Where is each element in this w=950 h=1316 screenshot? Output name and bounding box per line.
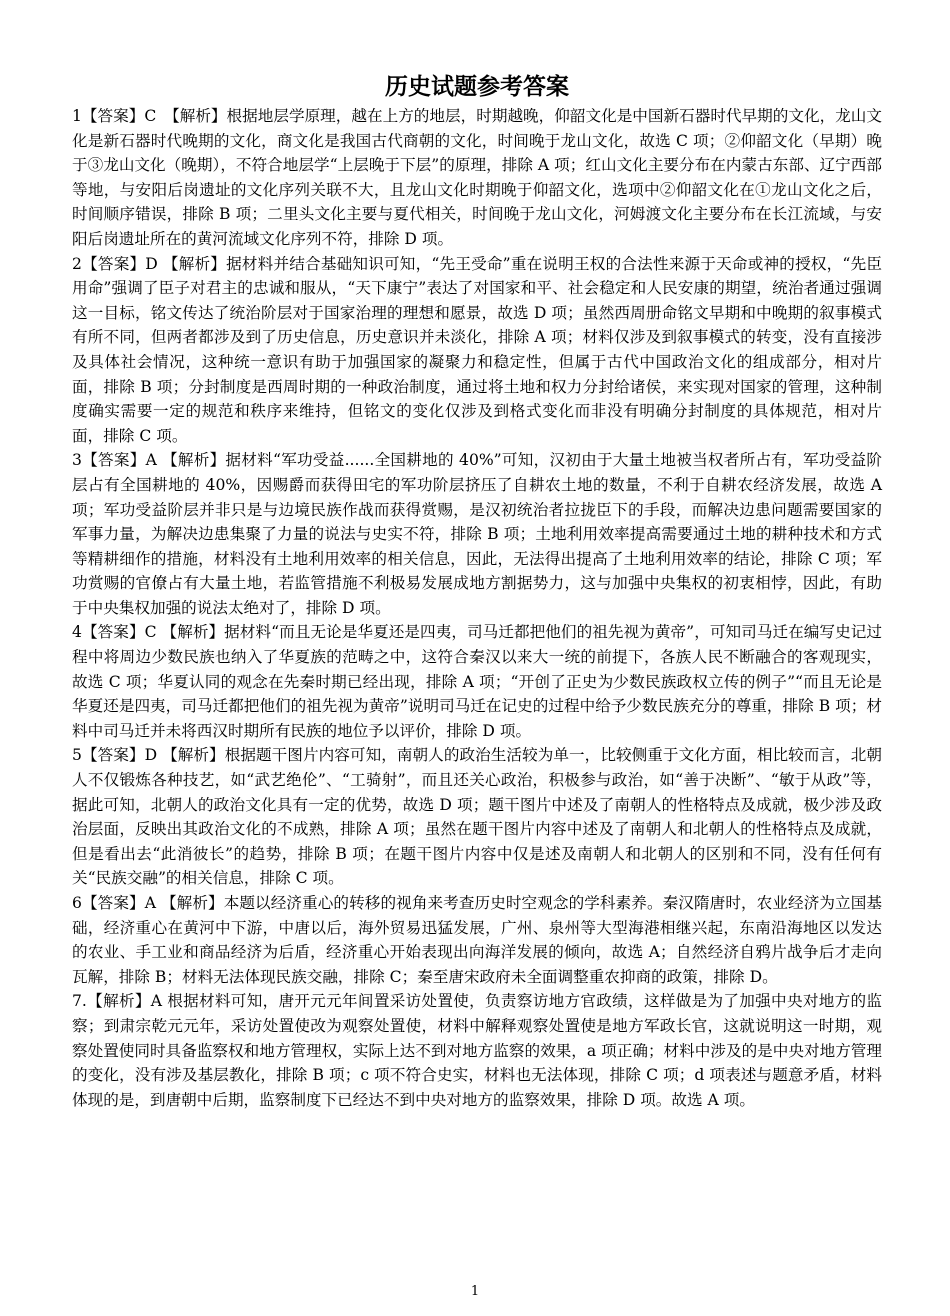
document-title: 历史试题参考答案 — [385, 73, 569, 100]
document-page — [72, 72, 882, 1112]
answer-item: 3【答案】A 【解析】据材料“军功受益......全国耕地的 40%”可知，汉初由于大量土地被当权者所占有，军功受益阶层占有全国耕地的 40%，因赐爵而获得田宅的军功阶层挤压了自耕农土地的数量，不利于自耕农经济发展，故选 A 项；军功受益阶层并非只是与边境民族作战而获得赏赐，是汉初统治者拉拢臣下的手段，而解决边患问题需要国家的军事力量，为解决边患集聚了力量的说法与史实不符，排除 B 项；土地利用效率提高需要通过土地的耕种技术和方式等精耕细作的措施，材料没有土地利用效率的相关信息，因此，无法得出提高了土地利用效率的结论，排除 C 项；军功赏赐的官僚占有大量土地，若监管措施不利极易发展成地方割据势力，这与加强中央集权的初衷相悖，因此，有助于中央集权加强的说法太绝对了，排除 D 项。 — [72, 451, 882, 617]
answer-item: 2【答案】D 【解析】据材料并结合基础知识可知，“先王受命”重在说明王权的合法性来源于天命或神的授权，“先臣用命”强调了臣子对君主的忠诚和服从，“天下康宁”表达了对国家和平、社会稳定和人民安康的期望，统治者通过强调这一目标，铭文传达了统治阶层对于国家治理的理想和愿景，故选 D 项；虽然西周册命铭文早期和中晚期的叙事模式有所不同，但两者都涉及到了历史信息，历史意识并未淡化，排除 A 项；材料仅涉及到叙事模式的转变，没有直接涉及具体社会情况，这种统一意识有助于加强国家的凝聚力和稳定性，但属于古代中国政治文化的组成部分，相对片面，排除 B 项；分封制度是西周时期的一种政治制度，通过将土地和权力分封给诸侯，来实现对国家的管理，这种制度确实需要一定的规范和秩序来维持，但铭文的变化仅涉及到格式变化而非没有明确分封制度的具体规范，相对片面，排除 C 项。 — [72, 254, 882, 445]
page-number: 1 — [470, 1284, 480, 1299]
answer-item: 5【答案】D 【解析】根据题干图片内容可知，南朝人的政治生活较为单一，比较侧重于文化方面，相比较而言，北朝人不仅锻炼各种技艺，如“武艺绝伦”、“工骑射”，而且还关心政治，积极参与政治，如“善于决断”、“敏于从政”等，据此可知，北朝人的政治文化具有一定的优势，故选 D 项；题干图片中述及了南朝人的性格特点及成就，极少涉及政治层面，反映出其政治文化的不成熟，排除 A 项；虽然在题干图片内容中述及了南朝人和北朝人的性格特点及成就，但是看出去“此消彼长”的趋势，排除 B 项；在题干图片内容中仅是述及南朝人和北朝人的区别和不同，没有任何有关“民族交融”的相关信息，排除 C 项。 — [72, 746, 882, 888]
answer-item: 4【答案】C 【解析】据材料“而且无论是华夏还是四夷，司马迁都把他们的祖先视为黄帝”，可知司马迁在编写史记过程中将周边少数民族也纳入了华夏族的范畴之中，这符合秦汉以来大一统的前提下，各族人民不断融合的客观现实，故选 C 项；华夏认同的观念在先秦时期已经出现，排除 A 项；“开创了正史为少数民族政权立传的例子”“而且无论是华夏还是四夷，司马迁都把他们的祖先视为黄帝”说明司马迁在记史的过程中给予少数民族充分的尊重，排除 B 项；材料中司马迁并未将西汉时期所有民族的地位予以评价，排除 D 项。 — [72, 623, 882, 740]
answer-item: 7.【解析】A 根据材料可知，唐开元元年间置采访处置使，负责察访地方官政绩，这样做是为了加强中央对地方的监察；到肃宗乾元元年，采访处置使改为观察处置使，材料中解释观察处置使是地方军政长官，这就说明这一时期，观察处置使同时具备监察权和地方管理权，实际上达不到对地方监察的效果，a 项正确；材料中涉及的是中央对地方管理的变化，没有涉及基层教化，排除 B 项；c 项不符合史实，材料也无法体现，排除 C 项；d 项表述与题意矛盾，材料体现的是，到唐朝中后期，监察制度下已经达不到中央对地方的监察效果，排除 D 项。故选 A 项。 — [72, 992, 882, 1109]
answer-item: 1【答案】C 【解析】根据地层学原理，越在上方的地层，时期越晚，仰韶文化是中国新石器时代早期的文化，龙山文化是新石器时代晚期的文化，商文化是我国古代商朝的文化，时间晚于龙山文化，故选 C 项；②仰韶文化（早期）晚于③龙山文化（晚期），不符合地层学“上层晚于下层”的原理，排除 A 项；红山文化主要分布在内蒙古东部、辽宁西部等地，与安阳后岗遗址的文化序列关联不大，且龙山文化时期晚于仰韶文化，选项中②仰韶文化在①龙山文化之后，时间顺序错误，排除 B 项；二里头文化主要与夏代相关，时间晚于龙山文化，河姆渡文化主要分布在长江流域，与安阳后岗遗址所在的黄河流域文化序列不符，排除 D 项。 — [72, 107, 882, 248]
answer-item: 6【答案】A 【解析】本题以经济重心的转移的视角来考查历史时空观念的学科素养。秦汉隋唐时，农业经济为立国基础，经济重心在黄河中下游，中唐以后，海外贸易迅猛发展，广州、泉州等大型海港相继兴起，东南沿海地区以发达的农业、手工业和商品经济为后盾，经济重心开始表现出向海洋发展的倾向，故选 A；自然经济自鸦片战争后才走向瓦解，排除 B；材料无法体现民族交融，排除 C；秦至唐宋政府未全面调整重农抑商的政策，排除 D。 — [72, 894, 882, 986]
